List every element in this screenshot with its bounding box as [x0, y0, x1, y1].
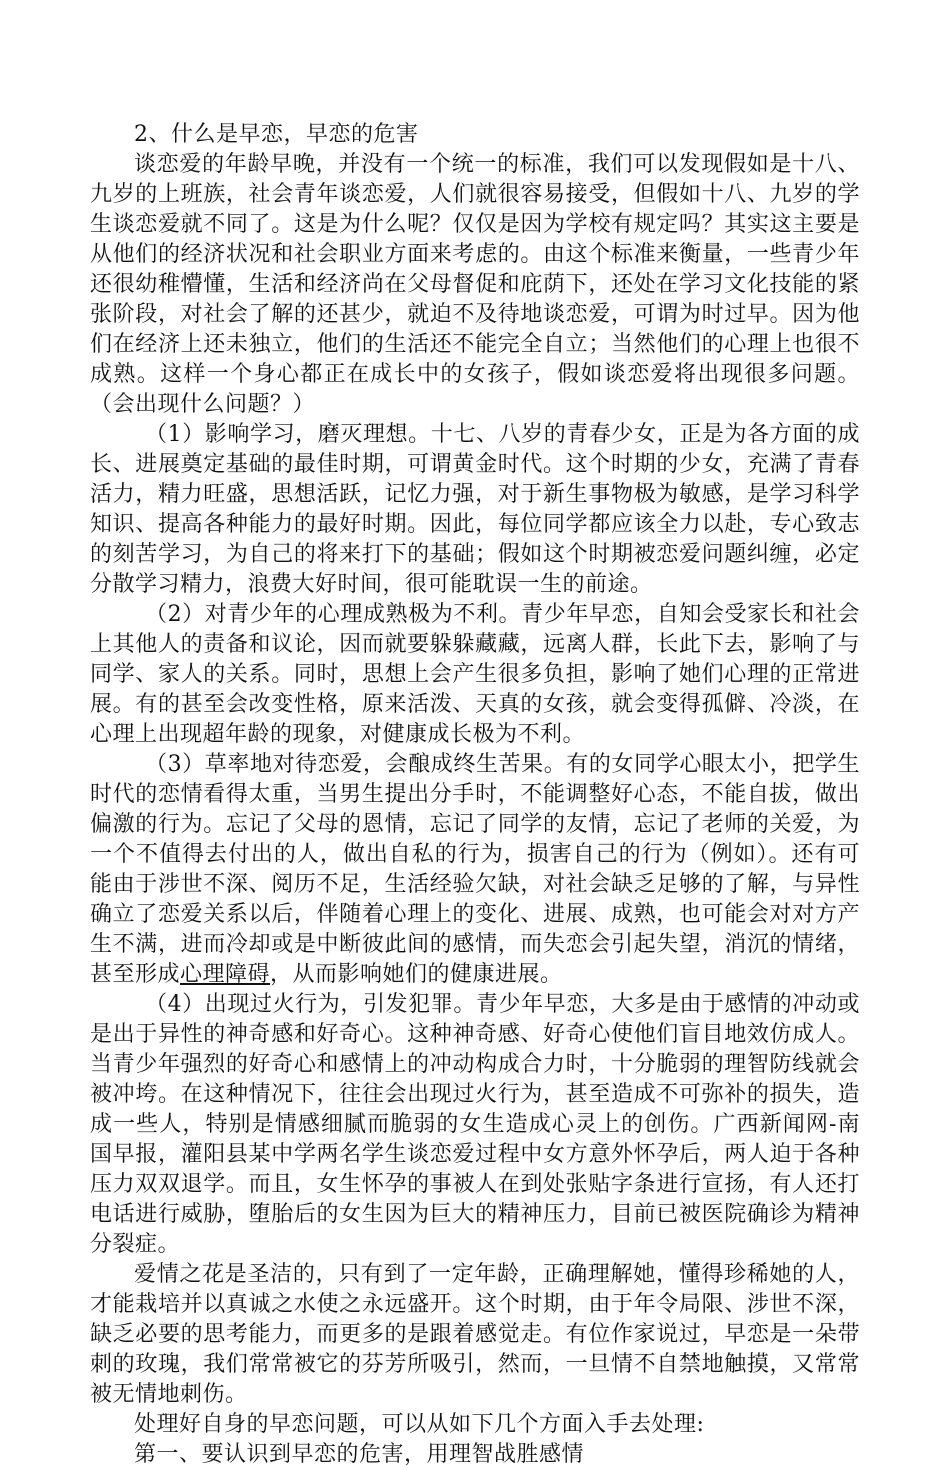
- point-4-paragraph: （4）出现过火行为，引发犯罪。青少年早恋，大多是由于感情的冲动或是出于异性的神奇感和好奇心。这种神奇感、好奇心使他们盲目地效仿成人。当青少年强烈的好奇心和感情上的冲动构成合力时，十分脆弱的理智防线就会被冲垮。在这种情况下，往往会出现过火行为，甚至造成不可弥补的损失，造成一些人，特别是情感细腻而脆弱的女生造成心灵上的创伤。广西新闻网-南国早报，灌阳县某中学两名学生谈恋爱过程中女方意外怀孕后，两人迫于各种压力双双退学。而且，女生怀孕的事被人在到处张贴字条进行宣扬，有人还打电话进行威胁，堕胎后的女生因为巨大的精神压力，目前已被医院确诊为精神分裂症。: [90, 992, 860, 1257]
- document-body: [90, 120, 860, 1470]
- first-step: 第一、要认识到早恋的危害，用理智战胜感情: [134, 1442, 585, 1467]
- point-3-text-after: ，从而影响她们的健康进展。: [270, 962, 563, 987]
- psychological-barrier-link[interactable]: 心理障碍: [180, 962, 271, 987]
- point-1-paragraph: （1）影响学习，磨灭理想。十七、八岁的青春少女，正是为各方面的成长、进展奠定基础的最佳时期，可谓黄金时代。这个时期的少女，充满了青春活力，精力旺盛，思想活跃，记忆力强，对于新生事物极为敏感，是学习科学知识、提高各种能力的最好时期。因此，每位同学都应该全力以赴，专心致志的刻苦学习，为自己的将来打下的基础；假如这个时期被恋爱问题纠缠，必定分散学习精力，浪费大好时间，很可能耽误一生的前途。: [90, 422, 860, 597]
- point-2-paragraph: （2）对青少年的心理成熟极为不利。青少年早恋，自知会受家长和社会上其他人的责备和议论，因而就要躲躲藏藏，远离人群，长此下去，影响了与同学、家人的关系。同时，思想上会产生很多负担，影响了她们心理的正常进展。有的甚至会改变性格，原来活泼、天真的女孩，就会变得孤僻、冷淡，在心理上出现超年龄的现象，对健康成长极为不利。: [90, 602, 860, 747]
- intro-paragraph: 谈恋爱的年龄早晚，并没有一个统一的标准，我们可以发现假如是十八、九岁的上班族，社会青年谈恋爱，人们就很容易接受，但假如十八、九岁的学生谈恋爱就不同了。这是为什么呢？仅仅是因为学校有规定吗？其实这主要是从他们的经济状况和社会职业方面来考虑的。由这个标准来衡量，一些青少年还很幼稚懵懂，生活和经济尚在父母督促和庇荫下，还处在学习文化技能的紧张阶段，对社会了解的还甚少，就迫不及待地谈恋爱，可谓为时过早。因为他们在经济上还未独立，他们的生活还不能完全自立；当然他们的心理上也很不成熟。这样一个身心都正在成长中的女孩子，假如谈恋爱将出现很多问题。（会出现什么问题？）: [90, 152, 860, 417]
- point-3-paragraph: [90, 750, 860, 990]
- closing-paragraph: 爱情之花是圣洁的，只有到了一定年龄，正确理解她，懂得珍稀她的人，才能栽培并以真诚之水使之永远盛开。这个时期，由于年令局限、涉世不深，缺乏必要的思考能力，而更多的是跟着感觉走。有位作家说过，早恋是一朵带刺的玫瑰，我们常常被它的芬芳所吸引，然而，一旦情不自禁地触摸，又常常被无情地刺伤。: [90, 1262, 860, 1407]
- handling-intro: 处理好自身的早恋问题，可以从如下几个方面入手去处理:: [134, 1412, 705, 1437]
- section-title: 2、什么是早恋，早恋的危害: [134, 122, 419, 147]
- point-3-text-before: （3）草率地对待恋爱，会酿成终生苦果。有的女同学心眼太小，把学生时代的恋情看得太重，当男生提出分手时，不能调整好心态，不能自拔，做出偏激的行为。忘记了父母的恩情，忘记了同学的友情，忘记了老师的关爱，为一个不值得去付出的人，做出自私的行为，损害自己的行为（例如）。还有可能由于涉世不深、阅历不足，生活经验欠缺，对社会缺乏足够的了解，与异性确立了恋爱关系以后，伴随着心理上的变化、进展、成熟，也可能会对对方产生不满，进而冷却或是中断彼此间的感情，而失恋会引起失望，消沉的情绪，甚至形成: [90, 752, 860, 987]
